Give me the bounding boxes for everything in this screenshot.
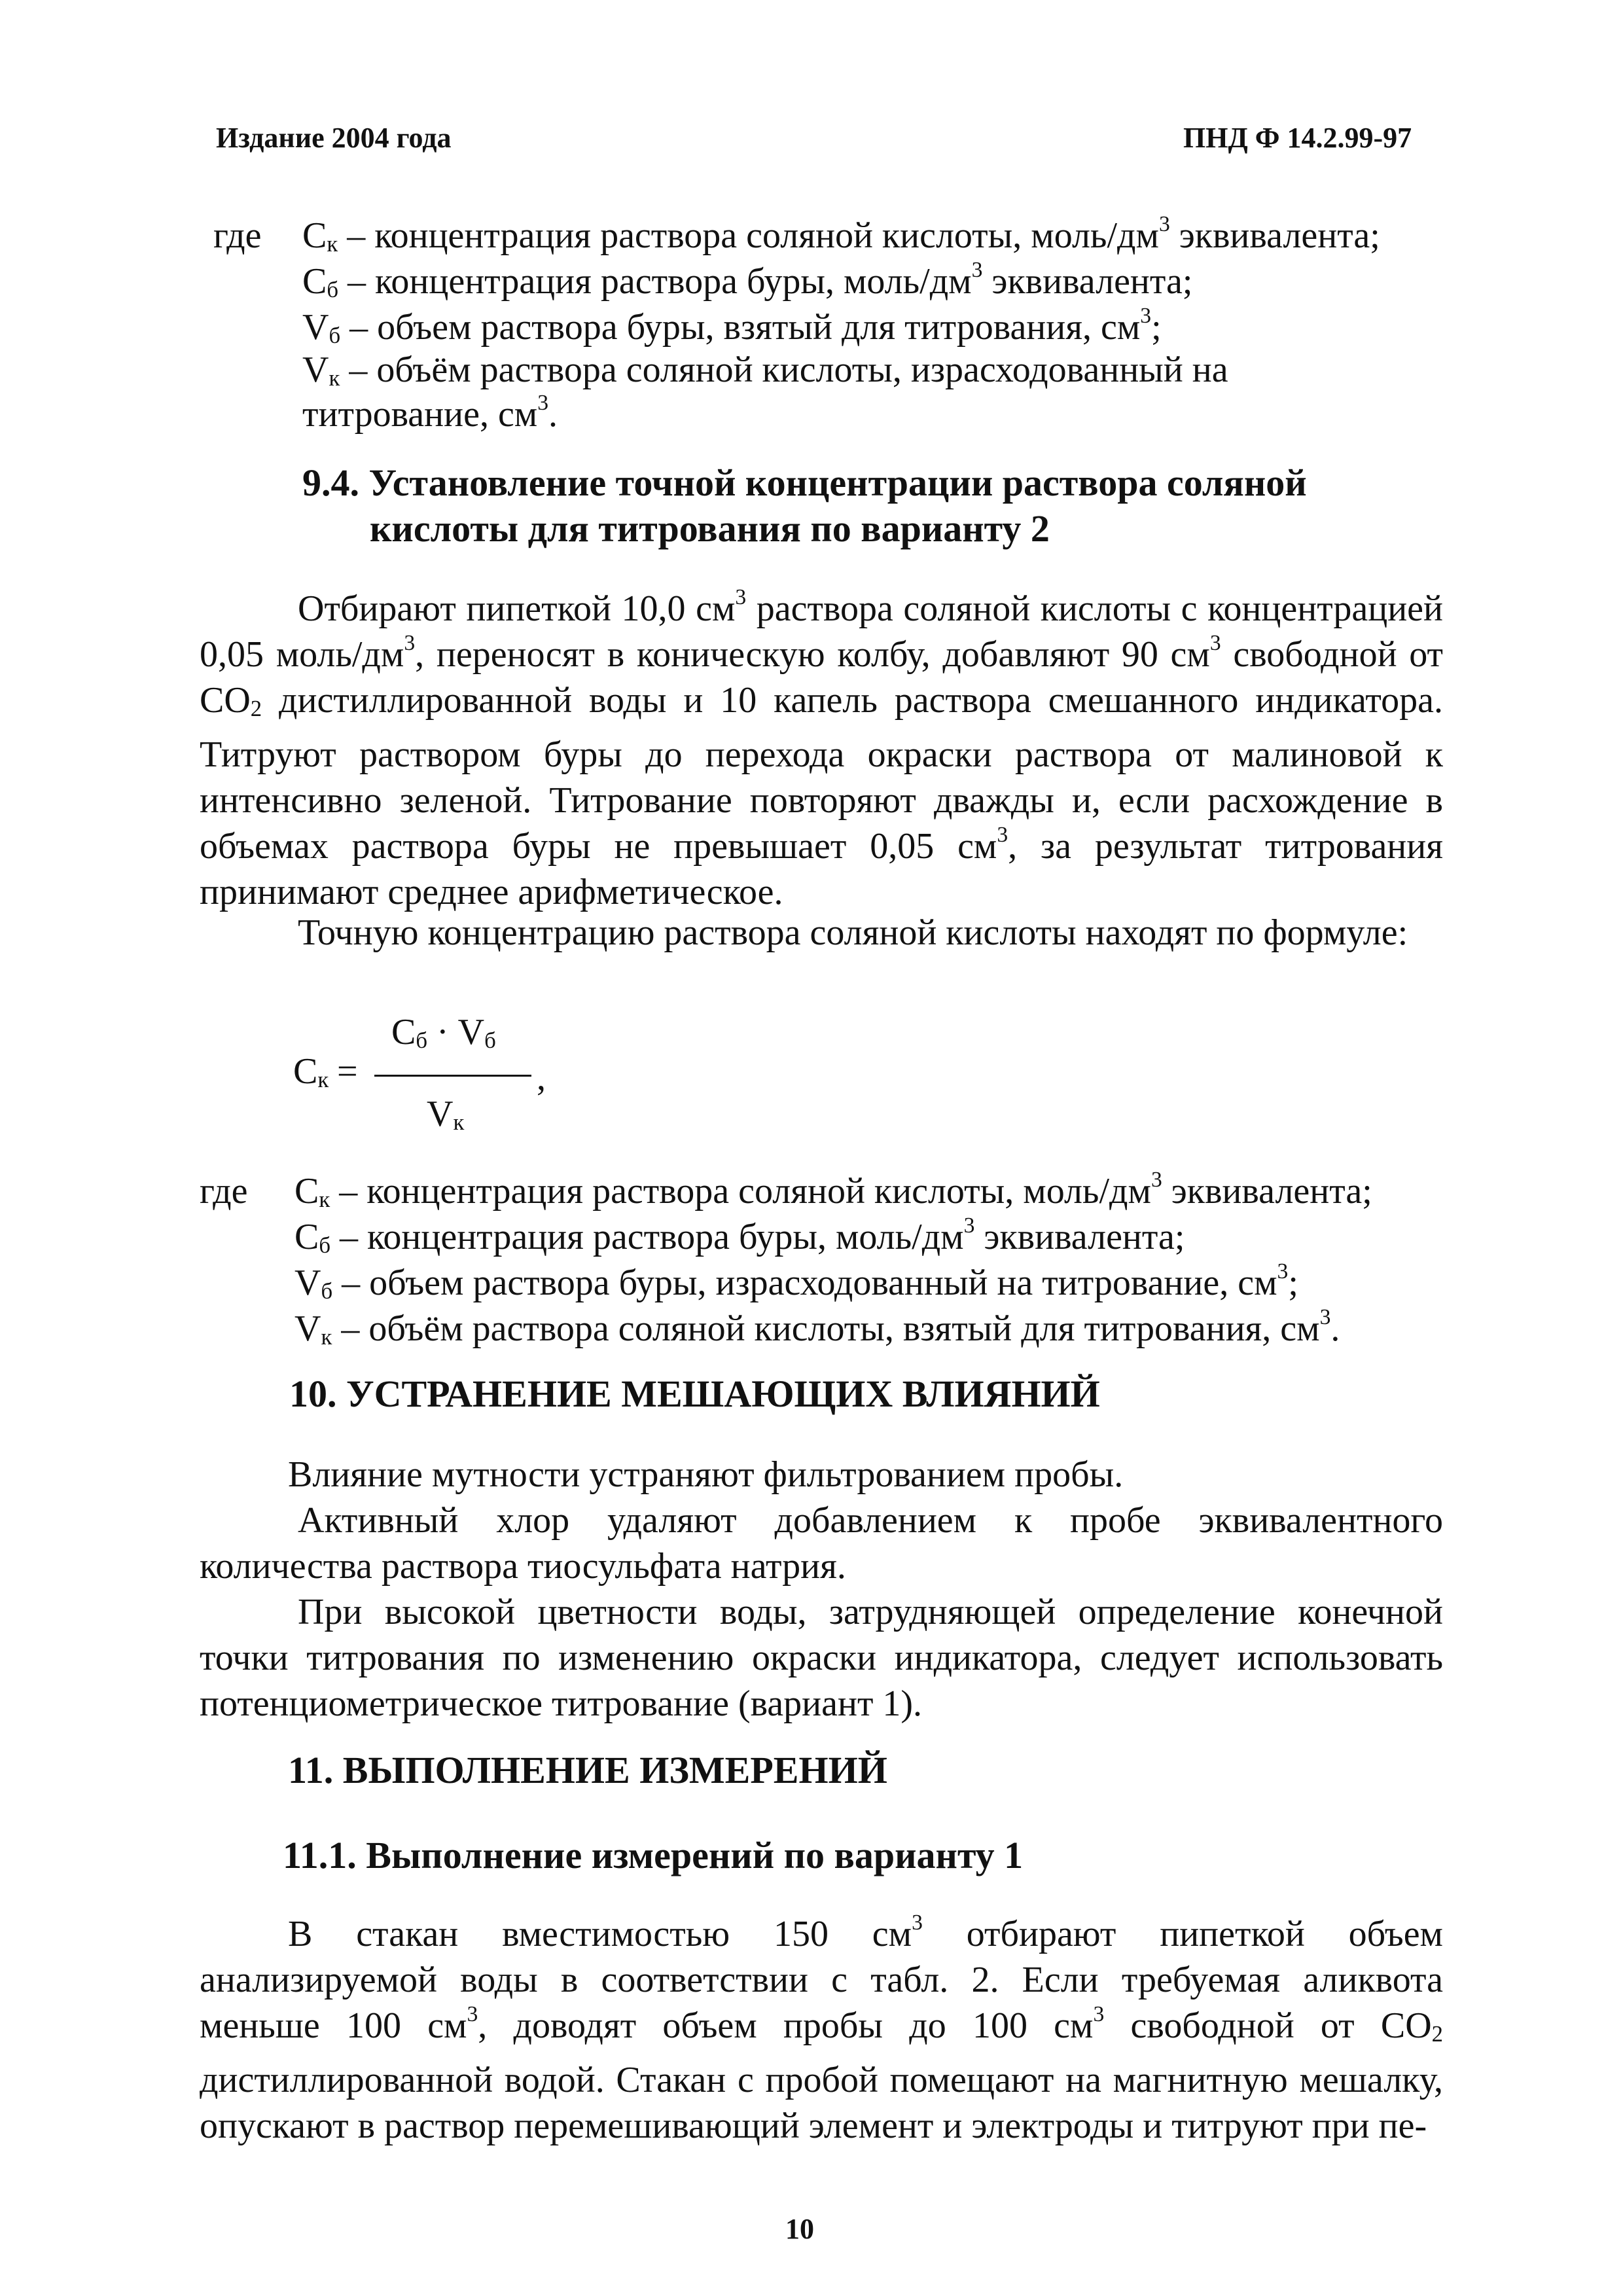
where-label: где xyxy=(200,1171,248,1211)
paragraph: Отбирают пипеткой 10,0 $см^3$ раствора соляной кислоты с концентрацией 0,05 моль/$дм^3$, переносят в коническую колбу, добавляют 90 $см^3$ свободной от СО2 дистиллированной воды и 10 капель раствора смешанного индикатора. Титруют раствором буры до перехода окраски раствора от малиновой к интенсивно зеленой. Титрование повторяют дважды и, если расхождение в объемах раствора буры не превышает 0,05 $см^3$, за результат титрования принимают среднее арифметическое. xyxy=(200,584,1444,913)
section-9-4-title-line2: кислоты для титрования по варианту 2 xyxy=(370,507,1050,550)
document-code-header: ПНД Ф 14.2.99-97 xyxy=(1183,122,1412,154)
definition-line: Vк – объём раствора соляной кислоты, взятый для титрования, $см^3$. xyxy=(294,1304,1340,1350)
definition-line: Сб – концентрация раствора буры, моль/$дм^3$ эквивалента; xyxy=(294,1213,1185,1259)
paragraph: Активный хлор удаляют добавлением к пробе эквивалентного количества раствора тиосульфата натрия. xyxy=(200,1500,1443,1587)
section-11-title: 11. ВЫПОЛНЕНИЕ ИЗМЕРЕНИЙ xyxy=(288,1749,887,1791)
page-number: 10 xyxy=(785,2213,814,2245)
formula-equals: = xyxy=(337,1051,358,1092)
definition-line: Vк – объём раствора соляной кислоты, израсходованный на xyxy=(302,350,1228,391)
section-11-1-title: 11.1. Выполнение измерений по варианту 1 xyxy=(283,1834,1024,1876)
formula-comma: , xyxy=(537,1058,546,1098)
formula-numerator: Сб · Vб xyxy=(391,1012,496,1054)
paragraph: Точную концентрацию раствора соляной кислоты находят по формуле: xyxy=(298,912,1408,953)
edition-header: Издание 2004 года xyxy=(216,122,452,154)
paragraph: Влияние мутности устраняют фильтрованием пробы. xyxy=(288,1454,1124,1495)
section-9-4-title: 9.4. Установление точной концентрации раствора соляной xyxy=(302,461,1307,504)
formula-denominator: Vк xyxy=(427,1094,465,1136)
definition-line: Сб – концентрация раствора буры, моль/$дм^3$ эквивалента; xyxy=(302,257,1193,303)
definition-line: Ск – концентрация раствора соляной кислоты, моль/$дм^3$ эквивалента; xyxy=(302,211,1380,257)
definition-line: Ск – концентрация раствора соляной кислоты, моль/$дм^3$ эквивалента; xyxy=(294,1167,1372,1213)
definition-line: Vб – объем раствора буры, взятый для титрования, $см^3$; xyxy=(302,303,1162,349)
section-10-title: 10. УСТРАНЕНИЕ МЕШАЮЩИХ ВЛИЯНИЙ xyxy=(289,1372,1100,1415)
paragraph: В стакан вместимостью 150 $см^3$ отбирают пипеткой объем анализируемой воды в соответствии с табл. 2. Если требуемая аликвота меньше 100 $см^3$, доводят объем пробы до 100 $см^3$ свободной от СО2 дистиллированной водой. Стакан с пробой помещают на магнитную мешалку, опускают в раствор перемешивающий элемент и электроды и титруют при пе- xyxy=(200,1910,1443,2147)
paragraph: При высокой цветности воды, затрудняющей определение конечной точки титрования по изменению окраски индикатора, следует использовать потенциометрическое титрование (вариант 1). xyxy=(200,1592,1443,1724)
definition-line: Vб – объем раствора буры, израсходованный на титрование, $см^3$; xyxy=(294,1259,1298,1304)
formula-lhs: Ск xyxy=(293,1051,329,1093)
where-label: где xyxy=(213,215,262,256)
fraction-bar xyxy=(374,1075,531,1077)
definition-continuation: титрование, $см^3$. xyxy=(302,390,558,435)
